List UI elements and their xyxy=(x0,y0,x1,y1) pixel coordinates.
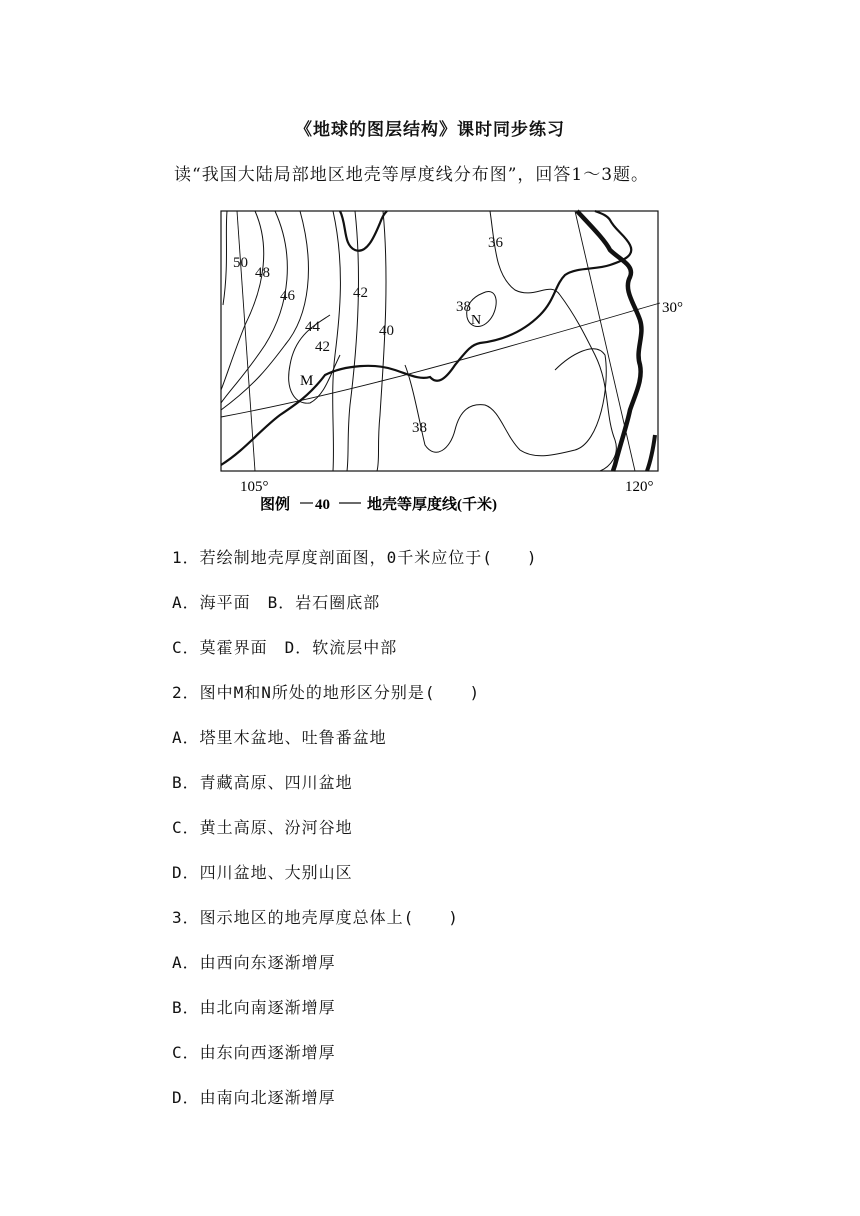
question-stem: 3．图示地区的地壳厚度总体上( ) xyxy=(172,908,459,927)
lat-label: 30° xyxy=(662,300,683,316)
intro-text: 读“我国大陆局部地区地壳等厚度线分布图”，回答1～3题。 xyxy=(174,165,650,185)
question-option: D．四川盆地、大别山区 xyxy=(172,863,353,882)
contour-label: 38 xyxy=(456,299,471,315)
coastline-south xyxy=(647,435,655,471)
question-option: C．莫霍界面 D．软流层中部 xyxy=(172,638,398,657)
lon-label-west: 105° xyxy=(240,479,269,495)
contour-label: 50 xyxy=(233,255,248,271)
contour-label: 48 xyxy=(255,265,270,281)
contour-label: 44 xyxy=(305,319,320,335)
page-title: 《地球的图层结构》课时同步练习 xyxy=(295,120,565,140)
contour-label: 38 xyxy=(412,420,427,436)
legend-prefix: 图例 xyxy=(260,497,291,513)
question-option: A．由西向东逐渐增厚 xyxy=(172,953,336,972)
contour-label: 42 xyxy=(353,285,368,301)
lon-label-east: 120° xyxy=(625,479,654,495)
contour-label: 42 xyxy=(315,339,330,355)
map-legend xyxy=(260,495,497,513)
contour-labels xyxy=(233,235,504,436)
contour-label: 46 xyxy=(280,288,295,304)
contour-label: 36 xyxy=(488,235,503,251)
question-option: B．由北向南逐渐增厚 xyxy=(172,998,336,1017)
legend-text: 地壳等厚度线(千米) xyxy=(367,497,497,513)
legend-sample: 40 xyxy=(315,497,330,513)
contour-label: 40 xyxy=(379,323,394,339)
question-option: A．海平面 B．岩石圈底部 xyxy=(172,593,381,612)
point-label-n: N xyxy=(471,313,482,328)
question-option: B．青藏高原、四川盆地 xyxy=(172,773,353,792)
parallel-30 xyxy=(221,303,660,417)
question-option: C．由东向西逐渐增厚 xyxy=(172,1043,336,1062)
question-option: C．黄土高原、汾河谷地 xyxy=(172,818,353,837)
question-stem: 1．若绘制地壳厚度剖面图，0千米应位于( ) xyxy=(172,548,538,567)
question-stem: 2．图中M和N所处的地形区分别是( ) xyxy=(172,683,481,702)
crust-thickness-map xyxy=(215,205,683,515)
point-label-m: M xyxy=(300,373,314,389)
question-option: D．由南向北逐渐增厚 xyxy=(172,1088,336,1107)
boundary-line-north xyxy=(340,211,387,251)
question-option: A．塔里木盆地、吐鲁番盆地 xyxy=(172,728,387,747)
meridian-105 xyxy=(237,211,255,471)
